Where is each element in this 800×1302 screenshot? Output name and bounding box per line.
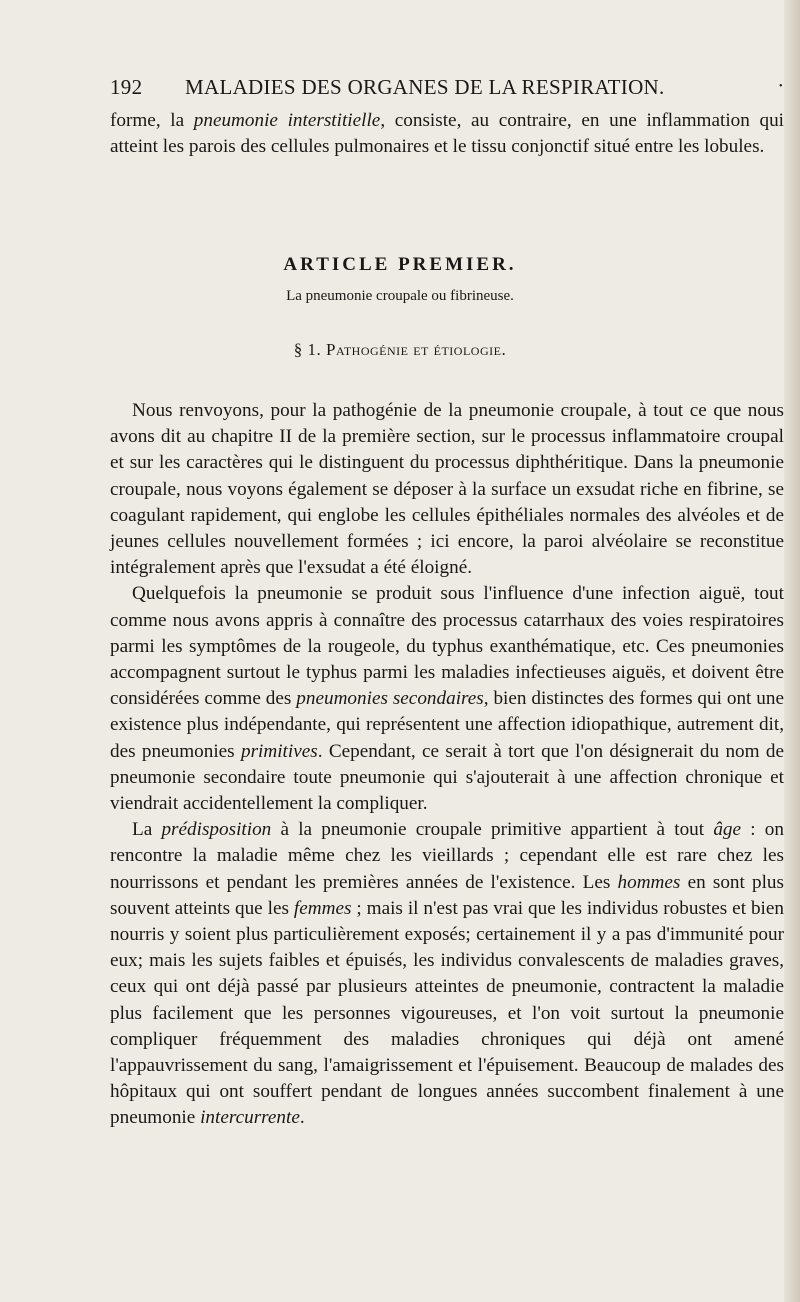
p3-term-predisposition: prédisposition	[161, 819, 272, 841]
p3-term-women: femmes	[293, 897, 352, 919]
p3-text-k: .	[299, 1107, 305, 1129]
paragraph-3	[110, 817, 784, 1131]
article-title: ARTICLE PREMIER.	[283, 254, 517, 275]
p2-term-secondary: pneumonies secondaires	[296, 688, 484, 710]
page-number: 192	[110, 75, 143, 99]
intro-text-a: forme, la	[110, 110, 194, 131]
intro-paragraph	[110, 108, 784, 160]
paragraph-1: Nous renvoyons, pour la pathogénie de la pneumonie croupale, à tout ce que nous avons dit au chapitre II de la première section, sur le processus inflammatoire croupal et sur les caractères qui le distinguent du processus diphthéritique. Dans la pneumonie croupale, nous voyons également se déposer à la surface un exsudat riche en fibrine, se coagulant rapidement, qui englobe les cellules épithéliales normales des alvéoles et de jeunes cellules nouvellement formées ; ici encore, la paroi alvéolaire se reconstitue intégralement après que l'exsudat a été éloigné.	[110, 400, 784, 579]
page-edge-shadow	[784, 0, 800, 1302]
running-title: MALADIES DES ORGANES DE LA RESPIRATION.	[185, 75, 665, 99]
p3-term-age: âge	[713, 819, 742, 841]
p2-term-primitive: primitives	[240, 740, 318, 762]
p3-text-i: ; mais il n'est pas vrai que les individus robustes et bien nourris y soient plus particulièrement exposés; certainement il y a pas d'immunité pour eux; mais les sujets faibles et épuisés, les individus convalescents de maladies graves, ceux qui ont déjà passé par plusieurs atteintes de pneumonie, contractent la maladie plus facilement que les personnes vigoureuses, et l'on voit surtout la pneumonie compliquer fréquemment des maladies chroniques qui déjà ont amené l'appauvrissement du sang, l'amaigrissement et l'épuisement. Beaucoup de malades des hôpitaux qui ont souffert pendant de longues années succombent finalement à une pneumonie	[110, 897, 784, 1129]
p2-text-a: Quelquefois la pneumonie se produit sous l'influence d'une infection aiguë, tout comme nous avons appris à connaître des processus catarrhaux des voies respiratoires parmi les symptômes de la rougeole, du typhus exanthématique, etc. Ces pneumonies accompagnent surtout le typhus parmi les maladies infectieuses aiguës, et doivent être considérées comme des	[110, 583, 784, 710]
paragraph-2	[110, 581, 784, 817]
body-text	[110, 398, 784, 1132]
p3-text-a: La	[132, 819, 162, 841]
p3-term-men: hommes	[617, 871, 681, 893]
p2-text-e: . Cependant, ce serait à tort que l'on désignerait du nom de pneumonie secondaire toute pneumonie qui s'ajouterait à une affection chronique et viendrait accidentellement la compliquer.	[110, 740, 784, 815]
p3-text-g: en sont plus souvent atteints que les	[110, 871, 784, 919]
intro-text-c: , consiste, au contraire, en une inflammation qui atteint les parois des cellules pulmonaires et le tissu conjonctif situé entre les lobules.	[110, 110, 784, 158]
p3-term-intercurrent: intercurrente	[200, 1107, 300, 1129]
section-heading	[0, 340, 800, 360]
p2-text-c: , bien distinctes des formes qui ont une existence plus indépendante, qui représentent une affection idiopathique, autrement dit, des pneumonies	[110, 688, 784, 762]
intro-term: pneumonie interstitielle	[193, 110, 381, 131]
p3-text-e: : on rencontre la maladie même chez les vieillards ; cependant elle est rare chez les nourrissons et pendant les premières années de l'existence. Les	[110, 819, 784, 893]
section-heading-text: § 1. Pathogénie et étiologie.	[293, 340, 507, 359]
article-subtitle: La pneumonie croupale ou fibrineuse.	[286, 288, 514, 304]
margin-mark: •	[779, 81, 783, 92]
p3-text-c: à la pneumonie croupale primitive appartient à tout	[271, 819, 714, 841]
